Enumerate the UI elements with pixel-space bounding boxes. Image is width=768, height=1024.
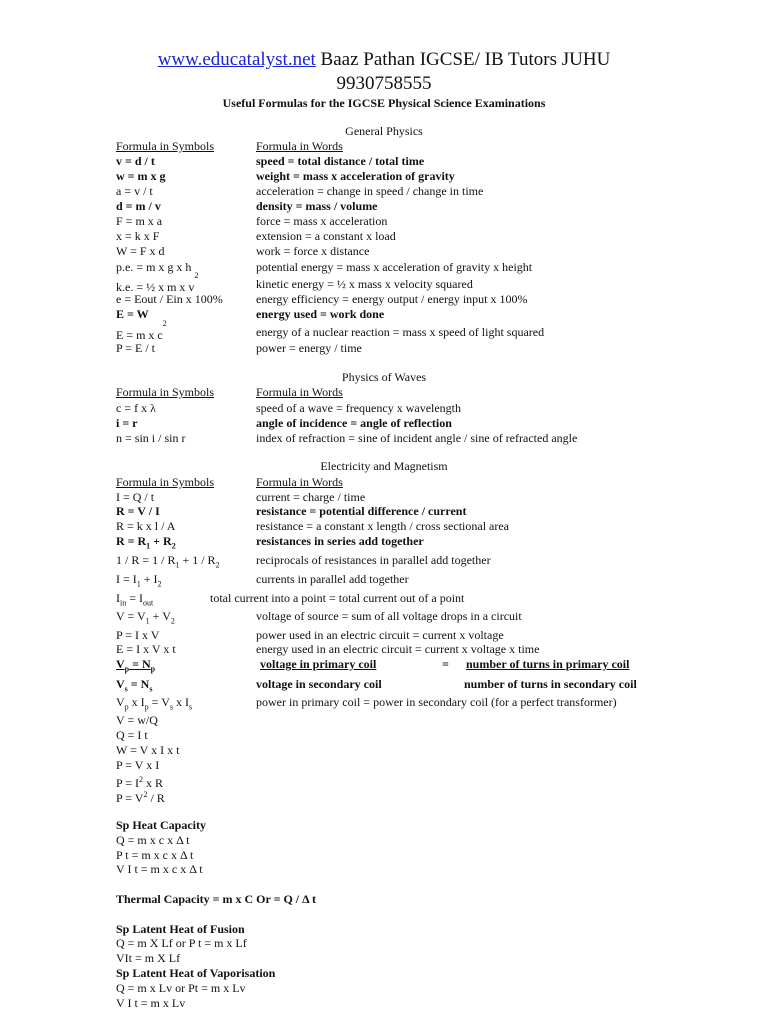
transformer-ratio-bottom: $V_s = N_s$ (116, 677, 153, 694)
formula-symbol: R = V / I (116, 504, 160, 518)
section-title-general-physics: General Physics (345, 124, 423, 138)
formula-words: energy used in an electric circuit = current x voltage x time (256, 642, 540, 656)
formula-symbol: v = d / t (116, 154, 155, 168)
formula-symbol: $1 / R = 1 / R_1 + 1 / R_2$ (116, 553, 220, 570)
heading-latent-vaporisation: Sp Latent Heat of Vaporisation (116, 966, 276, 980)
transformer-ratio-top: $V_p = N_p$ (116, 657, 156, 674)
heading-latent-fusion: Sp Latent Heat of Fusion (116, 922, 245, 936)
formula-symbol: c = f x λ (116, 401, 156, 415)
column-header-words: Formula in Words (256, 139, 343, 153)
formula-words: angle of incidence = angle of reflection (256, 416, 452, 430)
formula-symbol: W = V x I x t (116, 743, 180, 757)
formula-words: speed of a wave = frequency x wavelength (256, 401, 462, 415)
formula-words: energy efficiency = energy output / energy input x 100% (256, 292, 528, 306)
formula-words: resistance = a constant x length / cross sectional area (256, 519, 510, 533)
formula-words: power in primary coil = power in secondary coil (for a perfect transformer) (256, 695, 617, 709)
formula-words: acceleration = change in speed / change in time (256, 184, 484, 198)
formula-symbol: E = m x $c^2$ (116, 319, 167, 342)
document-subtitle: Useful Formulas for the IGCSE Physical Science Examinations (222, 96, 546, 110)
formula-words: kinetic energy = ½ x mass x velocity squared (256, 277, 473, 291)
formula-symbol: x = k x F (116, 229, 160, 243)
formula-words: voltage in secondary coil (256, 677, 382, 691)
formula-symbol: k.e. = ½ x m x $v^2$ (116, 271, 199, 294)
header-line-1 (0, 49, 768, 71)
formula-symbol: $I_{in} = I_{out}$ (116, 591, 154, 608)
formula-symbol: p.e. = m x g x h (116, 260, 192, 274)
column-header-words: Formula in Words (256, 385, 343, 399)
formula-symbol: e = Eout / Ein x 100% (116, 292, 223, 306)
formula-words: number of turns in primary coil (466, 657, 630, 671)
formula-words: currents in parallel add together (256, 572, 409, 586)
formula-symbol: $V_p$ x $I_p = V_s$ x $I_s$ (116, 695, 193, 712)
formula-symbol: V = w/Q (116, 713, 158, 727)
formula-words: extension = a constant x load (256, 229, 396, 243)
section-title-electricity: Electricity and Magnetism (320, 459, 448, 473)
column-header-symbols: Formula in Symbols (116, 385, 215, 399)
formula-symbol: $R = R_1 + R_2$ (116, 534, 176, 551)
formula-symbol: w = m x g (116, 169, 166, 183)
formula-symbol: $P = V^2 / R$ (116, 790, 165, 805)
formula-symbol: V I t = m x c x Δ t (116, 862, 203, 876)
formula-symbol: $I = I_1 + I_2$ (116, 572, 162, 589)
formula-symbol: P t = m x c x Δ t (116, 848, 194, 862)
formula-words: force = mass x acceleration (256, 214, 388, 228)
formula-symbol: V I t = m x Lv (116, 996, 186, 1010)
formula-words: total current into a point = total current out of a point (210, 591, 465, 605)
formula-words: number of turns in secondary coil (464, 677, 637, 691)
formula-symbol: Q = m X Lf or P t = m x Lf (116, 936, 247, 950)
column-header-symbols: Formula in Symbols (116, 139, 215, 153)
formula-words: energy of a nuclear reaction = mass x speed of light squared (256, 325, 545, 339)
formula-symbol: E = I x V x t (116, 642, 176, 656)
formula-symbol: n = sin i / sin r (116, 431, 186, 445)
formula-symbol: Q = m x c x Δ t (116, 833, 190, 847)
formula-symbol: P = E / t (116, 341, 155, 355)
formula-symbol: W = F x d (116, 244, 165, 258)
website-link[interactable]: www.educatalyst.net (157, 49, 316, 70)
formula-symbol: VIt = m X Lf (116, 951, 181, 965)
formula-words: work = force x distance (256, 244, 370, 258)
formula-words: reciprocals of resistances in parallel add together (256, 553, 491, 567)
formula-symbol: P = I x V (116, 628, 160, 642)
formula-symbol: d = m / v (116, 199, 161, 213)
formula-symbol: $V = V_1 + V_2$ (116, 609, 175, 626)
formula-symbol: i = r (116, 416, 138, 430)
column-header-symbols: Formula in Symbols (116, 475, 215, 489)
formula-words: energy used = work done (256, 307, 385, 321)
header-phone: 9930758555 (336, 73, 432, 94)
formula-words: weight = mass x acceleration of gravity (256, 169, 455, 183)
formula-words: speed = total distance / total time (256, 154, 425, 168)
formula-words: power = energy / time (256, 341, 362, 355)
formula-words: density = mass / volume (256, 199, 378, 213)
thermal-capacity: Thermal Capacity = m x C Or = Q / Δ t (116, 892, 316, 906)
formula-words: index of refraction = sine of incident angle / sine of refracted angle (256, 431, 578, 445)
formula-words: power used in an electric circuit = current x voltage (256, 628, 504, 642)
formula-words: potential energy = mass x acceleration of gravity x height (256, 260, 533, 274)
formula-symbol: I = Q / t (116, 490, 155, 504)
formula-symbol: Q = I t (116, 728, 148, 742)
heading-sp-heat-capacity: Sp Heat Capacity (116, 818, 206, 832)
formula-words: resistances in series add together (256, 534, 424, 548)
formula-words: current = charge / time (256, 490, 366, 504)
formula-words: voltage of source = sum of all voltage drops in a circuit (256, 609, 522, 623)
formula-words: resistance = potential difference / current (256, 504, 467, 518)
formula-symbol: Q = m x Lv or Pt = m x Lv (116, 981, 246, 995)
column-header-words: Formula in Words (256, 475, 343, 489)
equals-sign: = (442, 657, 449, 671)
formula-symbol: P = V x I (116, 758, 160, 772)
formula-symbol: E = W (116, 307, 149, 321)
header-title: Baaz Pathan IGCSE/ IB Tutors JUHU (315, 49, 611, 70)
formula-symbol: $P = I^2$ x R (116, 775, 164, 790)
formula-symbol: F = m x a (116, 214, 163, 228)
section-title-waves: Physics of Waves (341, 370, 427, 384)
formula-words: voltage in primary coil (260, 657, 377, 671)
formula-symbol: a = v / t (116, 184, 153, 198)
formula-symbol: R = k x l / A (116, 519, 176, 533)
